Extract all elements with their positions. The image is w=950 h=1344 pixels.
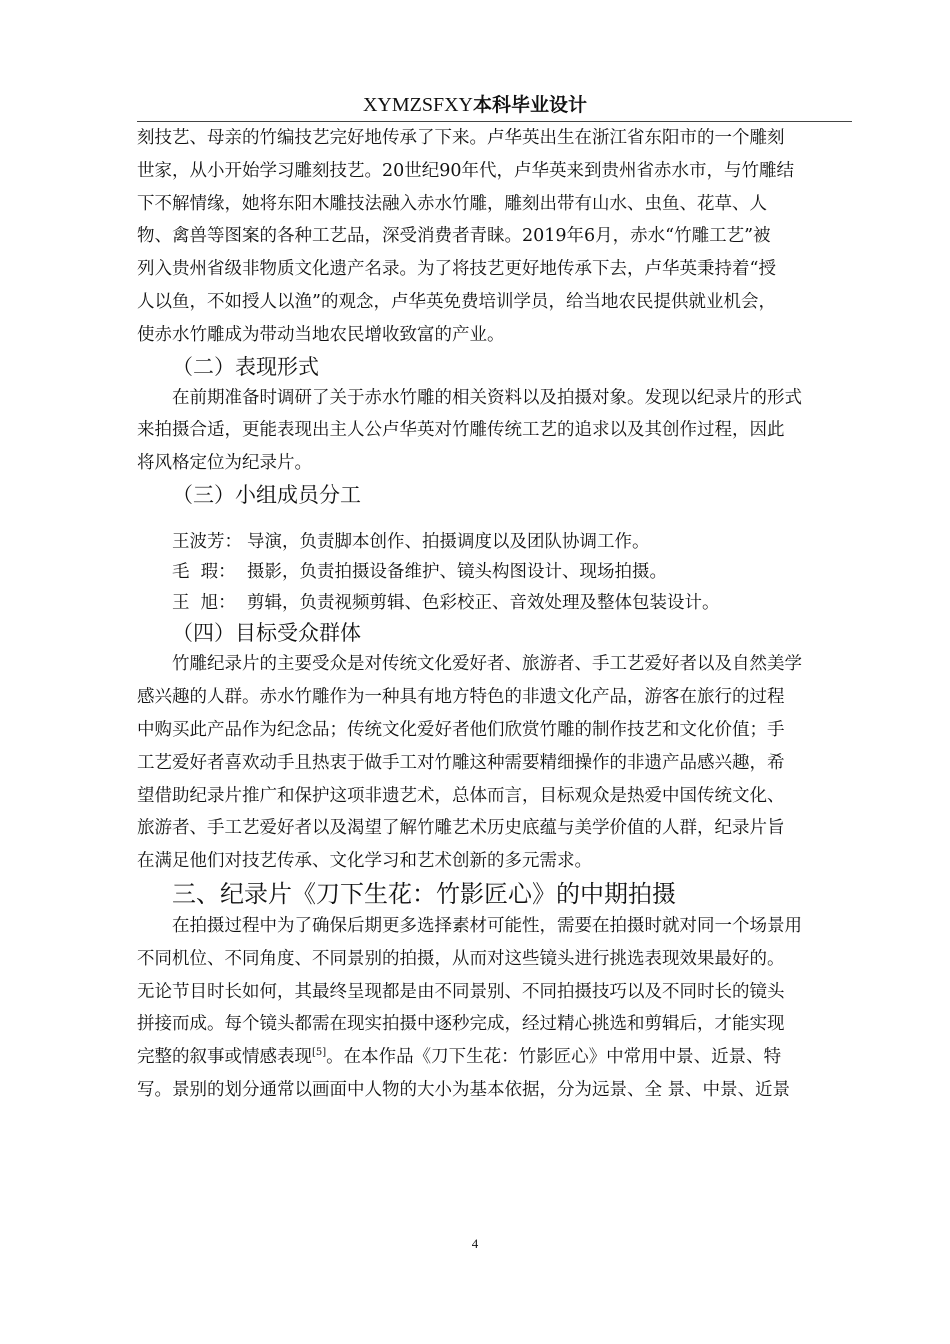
team-member-duty: 导演，负责脚本创作、拍摄调度以及团队协调工作。 xyxy=(247,531,650,552)
text-line: 工艺爱好者喜欢动手且热衷于做手工对竹雕这种需要精细操作的非遗产品感兴趣，希 xyxy=(137,752,785,773)
text-line: 人以鱼，不如授人以渔”的观念，卢华英免费培训学员，给当地农民提供就业机会， xyxy=(137,291,776,312)
mid-stage-shooting-paragraph xyxy=(137,910,859,1107)
text-line: 物、禽兽等图案的各种工艺品，深受消费者青睐。2019年6月，赤水“竹雕工艺”被 xyxy=(137,226,771,247)
text-line: 刻技艺、母亲的竹编技艺完好地传承了下来。卢华英出生在浙江省东阳市的一个雕刻 xyxy=(137,128,785,148)
chapter-heading-mid-stage-shooting: 三、纪录片《刀下生花：竹影匠心》的中期拍摄 xyxy=(172,880,676,909)
team-member-item xyxy=(137,588,859,619)
section-heading-target-audience: （四）目标受众群体 xyxy=(172,621,361,646)
text-line: 将风格定位为纪录片。 xyxy=(137,453,312,474)
text-line: 无论节目时长如何，其最终呈现都是由不同景别、不同拍摄技巧以及不同时长的镜头 xyxy=(137,981,785,1002)
section-heading-expression-form: （二）表现形式 xyxy=(172,354,319,379)
page-header xyxy=(0,93,950,117)
citation-reference[interactable]: [5] xyxy=(312,1047,327,1059)
target-audience-paragraph xyxy=(137,648,859,878)
team-member-item xyxy=(137,527,859,558)
section-heading-team-division: （三）小组成员分工 xyxy=(172,482,361,507)
text-line: 中购买此产品作为纪念品；传统文化爱好者他们欣赏竹雕的制作技艺和文化价值；手 xyxy=(137,720,785,741)
team-member-name: 毛 瑕： xyxy=(172,562,236,583)
intro-paragraph xyxy=(137,122,859,352)
text-line: 在拍摄过程中为了确保后期更多选择素材可能性，需要在拍摄时就对同一个场景用 xyxy=(172,916,802,937)
expression-form-paragraph xyxy=(137,382,859,480)
text-line: 世家，从小开始学习雕刻技艺。20世纪90年代，卢华英来到贵州省赤水市，与竹雕结 xyxy=(137,160,795,181)
text-line: 使赤水竹雕成为带动当地农民增收致富的产业。 xyxy=(137,324,505,345)
text-line: 望借助纪录片推广和保护这项非遗艺术，总体而言，目标观众是热爱中国传统文化、 xyxy=(137,785,785,806)
team-member-duty: 剪辑，负责视频剪辑、色彩校正、音效处理及整体包装设计。 xyxy=(247,592,720,613)
text-line: 来拍摄合适，更能表现出主人公卢华英对竹雕传统工艺的追求以及其创作过程，因此 xyxy=(137,420,785,441)
text-line: 写。景别的划分通常以画面中人物的大小为基本依据，分为远景、全 景、中景、近景 xyxy=(137,1080,791,1101)
text-line: 感兴趣的人群。赤水竹雕作为一种具有地方特色的非遗文化产品，游客在旅行的过程 xyxy=(137,687,785,708)
team-member-name: 王 旭： xyxy=(172,592,236,613)
page-body xyxy=(137,122,859,1107)
text-line: 在前期准备时调研了关于赤水竹雕的相关资料以及拍摄对象。发现以纪录片的形式 xyxy=(172,387,802,408)
text-line: 不同机位、不同角度、不同景别的拍摄，从而对这些镜头进行挑选表现效果最好的。 xyxy=(137,948,785,969)
text-line: 旅游者、手工艺爱好者以及渴望了解竹雕艺术历史底蕴与美学价值的人群，纪录片旨 xyxy=(137,818,785,839)
text-line-start: 完整的叙事或情感表现 xyxy=(137,1047,312,1068)
team-member-list xyxy=(137,527,859,619)
header-chinese-text: 本科毕业设计 xyxy=(473,94,588,116)
header-latin-text: XYMZSFXY xyxy=(362,94,473,116)
text-line-end: 。在本作品《刀下生花：竹影匠心》中常用中景、近景、特 xyxy=(326,1047,782,1068)
text-line: 拼接而成。每个镜头都需在现实拍摄中逐秒完成，经过精心挑选和剪辑后，才能实现 xyxy=(137,1014,785,1035)
text-line: 在满足他们对技艺传承、文化学习和艺术创新的多元需求。 xyxy=(137,851,592,872)
text-line: 列入贵州省级非物质文化遗产名录。为了将技艺更好地传承下去，卢华英秉持着“授 xyxy=(137,259,776,280)
text-line: 竹雕纪录片的主要受众是对传统文化爱好者、旅游者、手工艺爱好者以及自然美学 xyxy=(172,654,802,675)
team-member-duty: 摄影，负责拍摄设备维护、镜头构图设计、现场拍摄。 xyxy=(247,562,667,583)
team-member-item xyxy=(137,557,859,588)
page-number: 4 xyxy=(471,1236,479,1251)
text-line: 下不解情缘，她将东阳木雕技法融入赤水竹雕，雕刻出带有山水、虫鱼、花草、人 xyxy=(137,193,767,214)
team-member-name: 王波芳： xyxy=(172,531,242,552)
